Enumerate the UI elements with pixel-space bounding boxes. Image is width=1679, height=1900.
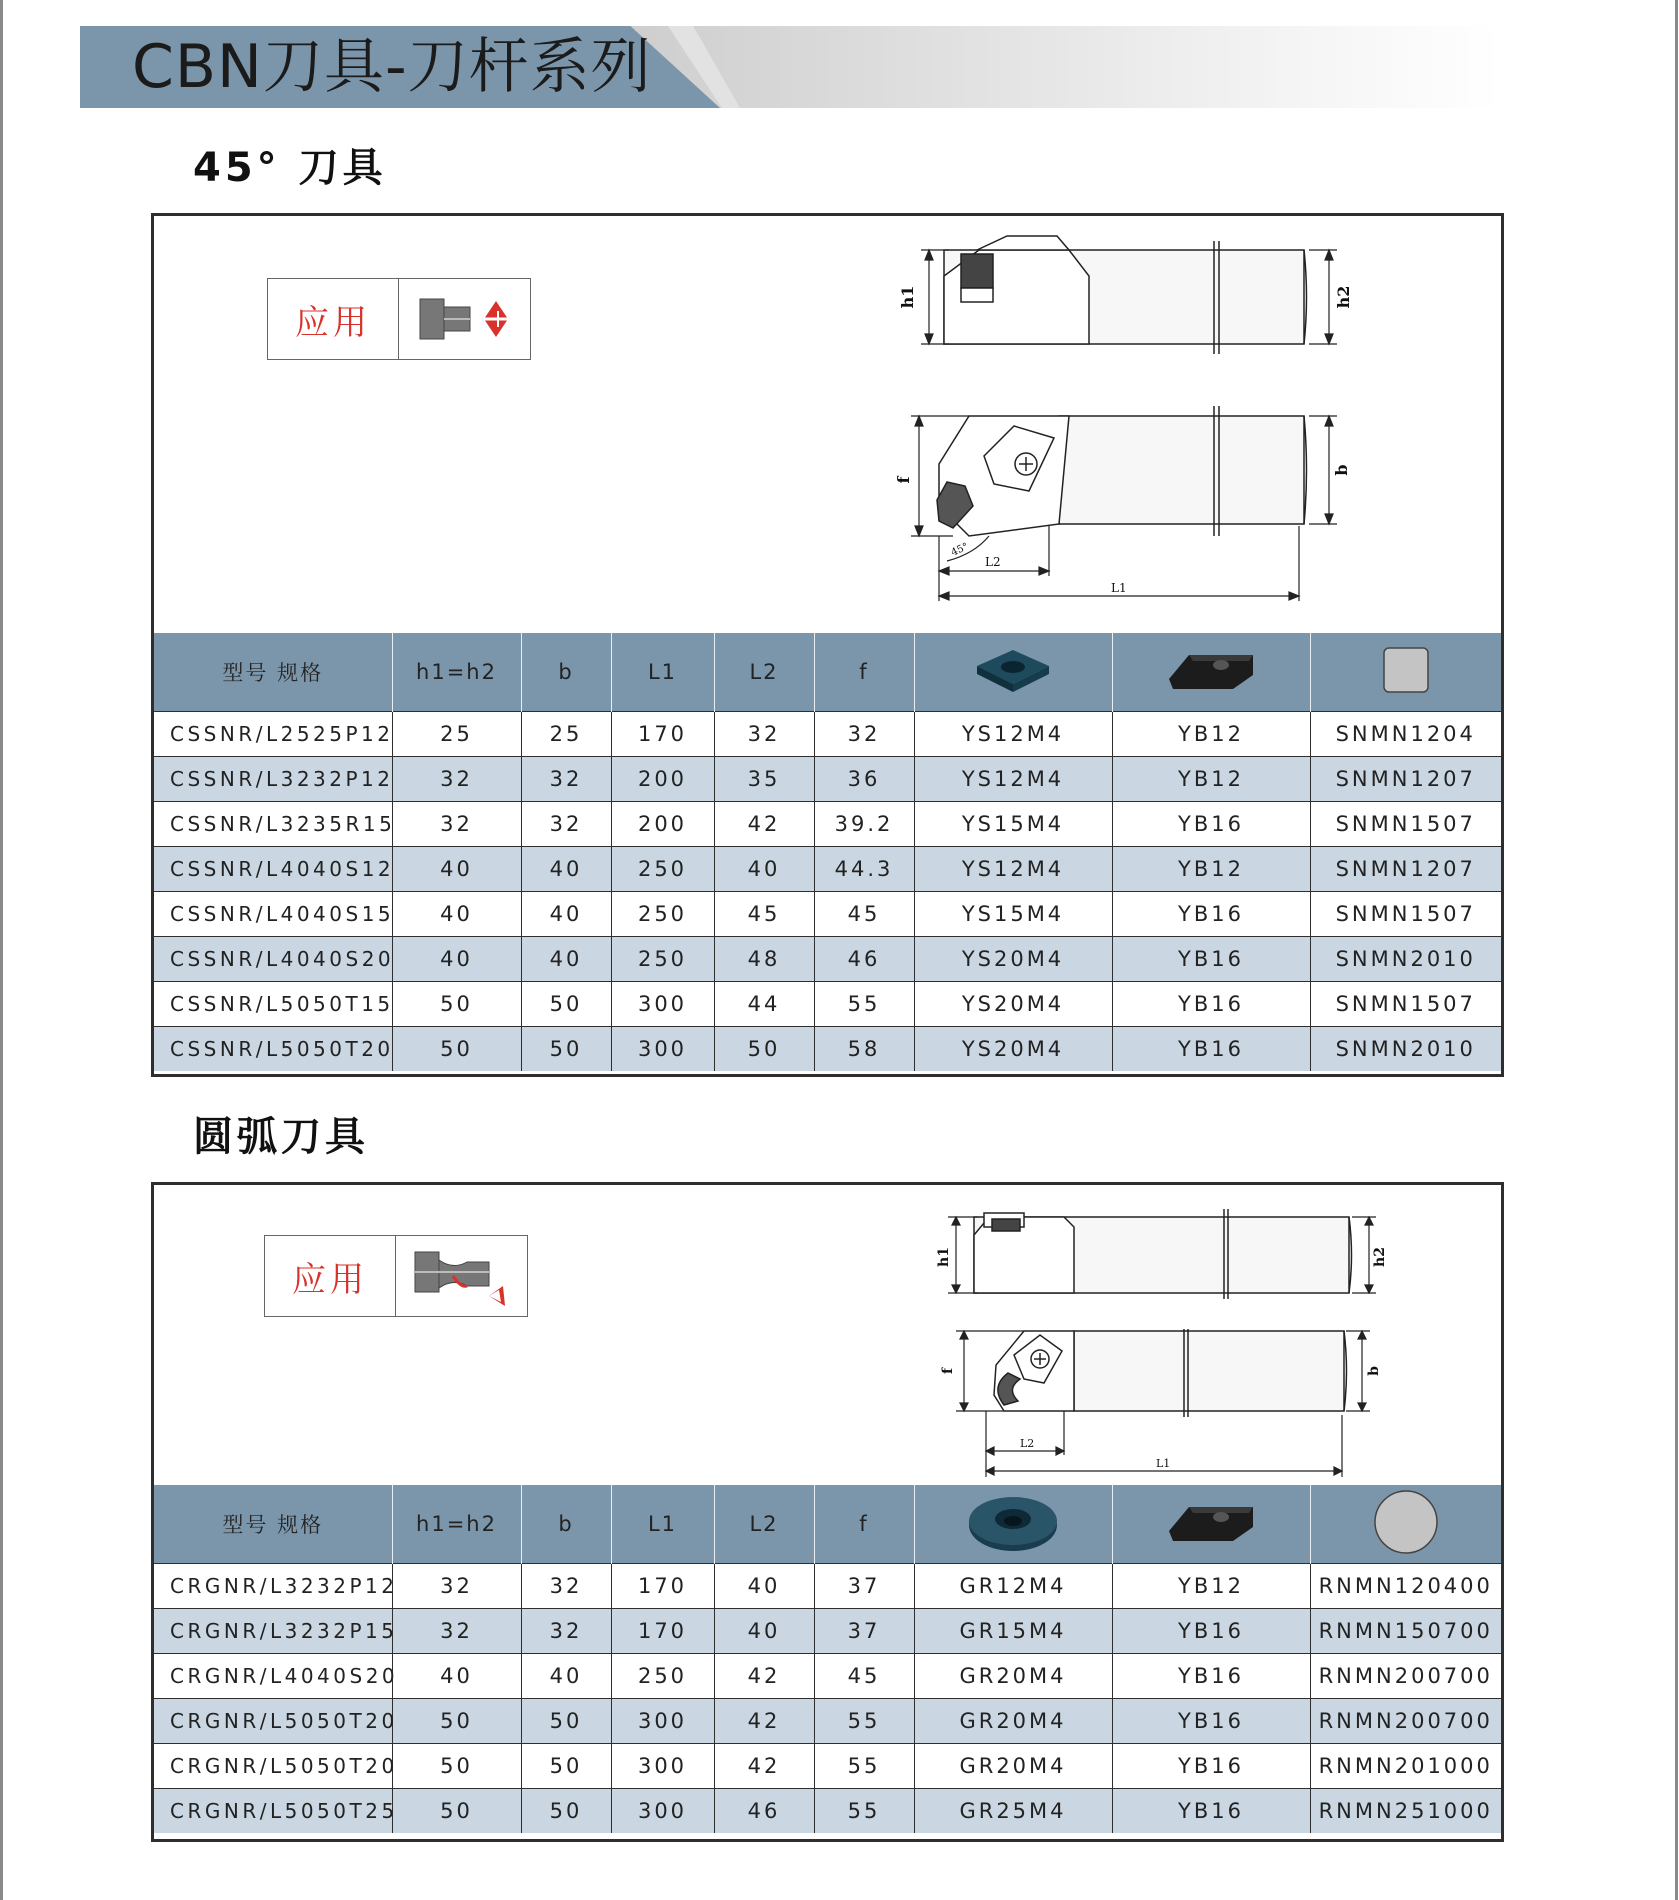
cell-b: 50 — [521, 1699, 611, 1744]
cell-shim: YS20M4 — [914, 982, 1112, 1027]
spec-table-45 — [154, 633, 1501, 1071]
cell-model: CSSNR/L5050T15 — [154, 982, 392, 1027]
cell-l1: 170 — [611, 1609, 714, 1654]
cell-h1h2: 32 — [392, 757, 521, 802]
table-row — [154, 847, 1501, 892]
cell-insert: RNMN251000 — [1310, 1789, 1501, 1834]
col-header-h1h2: h1=h2 — [392, 633, 521, 712]
cell-model: CSSNR/L5050T20 — [154, 1027, 392, 1072]
facing-operation-icon — [410, 289, 520, 349]
cell-h1h2: 32 — [392, 802, 521, 847]
cell-l1: 300 — [611, 1027, 714, 1072]
page-border-right — [1675, 0, 1678, 1900]
dim-label-f: f — [894, 476, 913, 484]
cell-clamp: YB16 — [1112, 982, 1310, 1027]
cell-insert: SNMN1507 — [1310, 982, 1501, 1027]
cell-h1h2: 50 — [392, 982, 521, 1027]
dim-label-h1: h1 — [936, 1247, 952, 1267]
dim-label-h2: h2 — [1334, 285, 1353, 309]
cell-l2: 42 — [714, 1744, 814, 1789]
cell-clamp: YB12 — [1112, 847, 1310, 892]
cell-f: 37 — [814, 1564, 914, 1609]
dim-label-b: b — [1332, 464, 1351, 476]
col-header-h1h2: h1=h2 — [392, 1485, 521, 1564]
cell-b: 50 — [521, 1744, 611, 1789]
cell-insert: SNMN2010 — [1310, 1027, 1501, 1072]
cell-l1: 250 — [611, 1654, 714, 1699]
cell-b: 50 — [521, 1027, 611, 1072]
cell-clamp: YB16 — [1112, 802, 1310, 847]
dim-label-b: b — [1366, 1366, 1382, 1376]
cell-b: 25 — [521, 712, 611, 757]
cell-h1h2: 32 — [392, 1609, 521, 1654]
application-icon — [396, 1236, 527, 1316]
cell-model: CRGNR/L5050T20 — [154, 1744, 392, 1789]
cell-insert: RNMN200700 — [1310, 1699, 1501, 1744]
application-icon — [399, 279, 530, 359]
cell-insert: SNMN1507 — [1310, 892, 1501, 937]
cell-clamp: YB12 — [1112, 757, 1310, 802]
col-header-insert — [1310, 633, 1501, 712]
cell-b: 32 — [521, 802, 611, 847]
col-header-b: b — [521, 633, 611, 712]
cell-insert: RNMN120400 — [1310, 1564, 1501, 1609]
cell-shim: YS15M4 — [914, 802, 1112, 847]
dim-label-h1: h1 — [898, 285, 917, 309]
application-box — [264, 1235, 528, 1317]
tool-holder-45-diagram — [889, 236, 1509, 626]
cell-l1: 300 — [611, 1699, 714, 1744]
table-row — [154, 1564, 1501, 1609]
cell-shim: GR20M4 — [914, 1654, 1112, 1699]
cell-l2: 45 — [714, 892, 814, 937]
cell-clamp: YB16 — [1112, 1699, 1310, 1744]
cell-f: 46 — [814, 937, 914, 982]
cell-l1: 250 — [611, 937, 714, 982]
cell-b: 40 — [521, 937, 611, 982]
page-title: CBN刀具-刀杆系列 — [132, 32, 652, 102]
cell-f: 39.2 — [814, 802, 914, 847]
cell-h1h2: 32 — [392, 1564, 521, 1609]
cell-h1h2: 50 — [392, 1027, 521, 1072]
table-header-row — [154, 1485, 1501, 1564]
cell-model: CSSNR/L4040S12 — [154, 847, 392, 892]
col-header-l1: L1 — [611, 633, 714, 712]
table-row — [154, 1027, 1501, 1072]
cell-f: 55 — [814, 1699, 914, 1744]
cell-model: CRGNR/L3232P12 — [154, 1564, 392, 1609]
cell-model: CRGNR/L3232P15 — [154, 1609, 392, 1654]
cell-l2: 42 — [714, 1654, 814, 1699]
cell-h1h2: 50 — [392, 1744, 521, 1789]
cell-model: CSSNR/L3235R15 — [154, 802, 392, 847]
cell-shim: YS12M4 — [914, 757, 1112, 802]
col-header-clamp — [1112, 1485, 1310, 1564]
cell-shim: YS20M4 — [914, 937, 1112, 982]
cell-h1h2: 40 — [392, 1654, 521, 1699]
cell-h1h2: 40 — [392, 847, 521, 892]
application-label: 应用 — [268, 279, 399, 359]
cell-b: 40 — [521, 1654, 611, 1699]
cell-insert: RNMN201000 — [1310, 1744, 1501, 1789]
cell-h1h2: 40 — [392, 892, 521, 937]
col-header-l1: L1 — [611, 1485, 714, 1564]
cell-clamp: YB16 — [1112, 1789, 1310, 1834]
cell-l1: 200 — [611, 802, 714, 847]
table-row — [154, 982, 1501, 1027]
cell-l2: 48 — [714, 937, 814, 982]
clamp-icon — [1163, 645, 1259, 695]
table-row — [154, 1744, 1501, 1789]
cell-f: 45 — [814, 892, 914, 937]
table-row — [154, 757, 1501, 802]
clamp-icon — [1163, 1497, 1259, 1547]
section-title-45: 45° 刀具 — [193, 145, 387, 191]
cell-model: CRGNR/L4040S20 — [154, 1654, 392, 1699]
table-row — [154, 892, 1501, 937]
cell-b: 50 — [521, 982, 611, 1027]
cell-shim: YS20M4 — [914, 1027, 1112, 1072]
section-box-arc — [151, 1182, 1504, 1842]
col-header-shim — [914, 1485, 1112, 1564]
cell-f: 55 — [814, 982, 914, 1027]
cell-model: CRGNR/L5050T25 — [154, 1789, 392, 1834]
cell-l1: 170 — [611, 712, 714, 757]
dim-label-h2: h2 — [1372, 1247, 1388, 1267]
section-title-arc: 圆弧刀具 — [193, 1114, 369, 1160]
dim-label-angle: 45° — [949, 541, 971, 559]
cell-b: 40 — [521, 847, 611, 892]
table-row — [154, 1609, 1501, 1654]
cell-shim: GR12M4 — [914, 1564, 1112, 1609]
cell-shim: GR20M4 — [914, 1699, 1112, 1744]
cell-l1: 300 — [611, 1789, 714, 1834]
shim-round-icon — [965, 1489, 1061, 1555]
dim-label-f: f — [940, 1367, 956, 1375]
cell-model: CSSNR/L3232P12 — [154, 757, 392, 802]
col-header-l2: L2 — [714, 633, 814, 712]
cell-clamp: YB16 — [1112, 1609, 1310, 1654]
cell-insert: RNMN150700 — [1310, 1609, 1501, 1654]
cell-l1: 300 — [611, 1744, 714, 1789]
cell-l2: 32 — [714, 712, 814, 757]
application-label: 应用 — [265, 1236, 396, 1316]
table-row — [154, 712, 1501, 757]
cell-shim: YS12M4 — [914, 847, 1112, 892]
spec-table-arc — [154, 1485, 1501, 1833]
cell-model: CSSNR/L4040S15 — [154, 892, 392, 937]
cell-l2: 35 — [714, 757, 814, 802]
cell-shim: YS12M4 — [914, 712, 1112, 757]
cell-shim: YS15M4 — [914, 892, 1112, 937]
cell-f: 32 — [814, 712, 914, 757]
cell-l1: 300 — [611, 982, 714, 1027]
cell-clamp: YB16 — [1112, 1027, 1310, 1072]
section-box-45 — [151, 213, 1504, 1077]
col-header-l2: L2 — [714, 1485, 814, 1564]
cell-b: 32 — [521, 1609, 611, 1654]
cell-clamp: YB12 — [1112, 712, 1310, 757]
cell-f: 55 — [814, 1744, 914, 1789]
cell-f: 37 — [814, 1609, 914, 1654]
shim-square-icon — [971, 644, 1055, 696]
cell-insert: RNMN200700 — [1310, 1654, 1501, 1699]
cell-f: 55 — [814, 1789, 914, 1834]
dim-label-l1: L1 — [1156, 1457, 1171, 1470]
cell-h1h2: 40 — [392, 937, 521, 982]
page-border-left — [0, 0, 3, 1900]
cell-clamp: YB16 — [1112, 937, 1310, 982]
dim-label-l1: L1 — [1111, 581, 1127, 595]
cell-shim: GR15M4 — [914, 1609, 1112, 1654]
cell-insert: SNMN1207 — [1310, 847, 1501, 892]
cell-b: 50 — [521, 1789, 611, 1834]
table-row — [154, 937, 1501, 982]
cell-clamp: YB16 — [1112, 1744, 1310, 1789]
table-row — [154, 1699, 1501, 1744]
contour-operation-icon — [407, 1244, 517, 1308]
cell-f: 45 — [814, 1654, 914, 1699]
cell-f: 58 — [814, 1027, 914, 1072]
table-row — [154, 1654, 1501, 1699]
col-header-f: f — [814, 1485, 914, 1564]
cell-h1h2: 50 — [392, 1789, 521, 1834]
tool-holder-arc-diagram — [936, 1205, 1484, 1485]
cell-l1: 170 — [611, 1564, 714, 1609]
cell-h1h2: 25 — [392, 712, 521, 757]
cell-l2: 40 — [714, 847, 814, 892]
cell-l2: 50 — [714, 1027, 814, 1072]
dim-label-l2: L2 — [985, 555, 1001, 569]
cell-shim: GR25M4 — [914, 1789, 1112, 1834]
table-header-row — [154, 633, 1501, 712]
insert-round-icon — [1371, 1487, 1441, 1557]
cell-l2: 42 — [714, 802, 814, 847]
cell-b: 32 — [521, 757, 611, 802]
cell-h1h2: 50 — [392, 1699, 521, 1744]
cell-l1: 250 — [611, 847, 714, 892]
cell-f: 44.3 — [814, 847, 914, 892]
cell-l1: 250 — [611, 892, 714, 937]
cell-l2: 44 — [714, 982, 814, 1027]
cell-clamp: YB16 — [1112, 1654, 1310, 1699]
table-row — [154, 802, 1501, 847]
cell-l2: 40 — [714, 1564, 814, 1609]
cell-l2: 40 — [714, 1609, 814, 1654]
cell-insert: SNMN2010 — [1310, 937, 1501, 982]
application-box — [267, 278, 531, 360]
cell-model: CSSNR/L4040S20 — [154, 937, 392, 982]
cell-clamp: YB16 — [1112, 892, 1310, 937]
col-header-f: f — [814, 633, 914, 712]
cell-b: 40 — [521, 892, 611, 937]
table-row — [154, 1789, 1501, 1834]
cell-f: 36 — [814, 757, 914, 802]
cell-shim: GR20M4 — [914, 1744, 1112, 1789]
col-header-model: 型号 规格 — [154, 633, 392, 712]
dim-label-l2: L2 — [1020, 1437, 1035, 1450]
cell-l2: 46 — [714, 1789, 814, 1834]
col-header-model: 型号 规格 — [154, 1485, 392, 1564]
col-header-b: b — [521, 1485, 611, 1564]
cell-l2: 42 — [714, 1699, 814, 1744]
cell-model: CSSNR/L2525P12 — [154, 712, 392, 757]
insert-square-icon — [1380, 644, 1432, 696]
cell-b: 32 — [521, 1564, 611, 1609]
cell-insert: SNMN1207 — [1310, 757, 1501, 802]
cell-insert: SNMN1507 — [1310, 802, 1501, 847]
cell-clamp: YB12 — [1112, 1564, 1310, 1609]
col-header-clamp — [1112, 633, 1310, 712]
cell-model: CRGNR/L5050T20 — [154, 1699, 392, 1744]
col-header-shim — [914, 633, 1112, 712]
cell-insert: SNMN1204 — [1310, 712, 1501, 757]
col-header-insert — [1310, 1485, 1501, 1564]
cell-l1: 200 — [611, 757, 714, 802]
